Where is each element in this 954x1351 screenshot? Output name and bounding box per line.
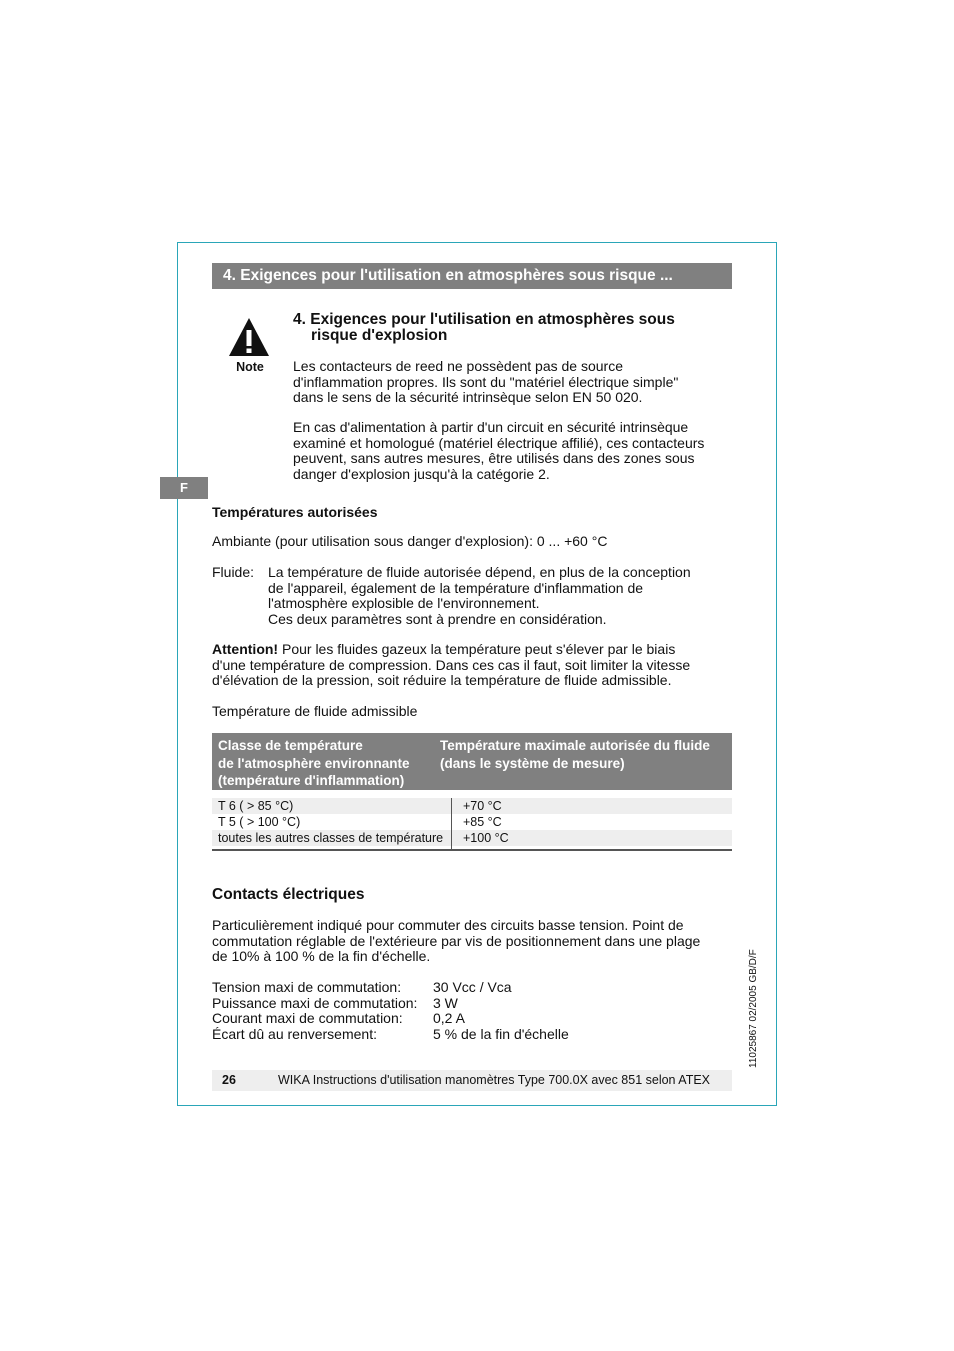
- header-line: de l'atmosphère environnante: [218, 755, 410, 771]
- text-line: En cas d'alimentation à partir d'un circuit en sécurité intrinsèque: [293, 419, 689, 435]
- spec-key: Écart dû au renversement:: [212, 1025, 377, 1042]
- language-tab: F: [160, 477, 208, 499]
- attention-first-line: [212, 642, 690, 658]
- table-cell: +85 °C: [463, 815, 502, 829]
- intrinsic-safety-paragraph: [293, 420, 704, 482]
- temperatures-heading: Températures autorisées: [212, 504, 378, 520]
- footer-text: WIKA Instructions d'utilisation manomètres Type 700.0X avec 851 selon ATEX: [278, 1073, 711, 1087]
- table-bottom-rule: [212, 849, 732, 851]
- header-line: Température maximale autorisée du fluide: [440, 738, 710, 753]
- text-line: dans le sens de la sécurité intrinsèque selon EN 50 020.: [293, 389, 643, 406]
- table-cell: T 5 ( > 100 °C): [218, 815, 301, 829]
- text-line: commutation réglable de l'extérieure par vis de positionnement dans une plage: [212, 932, 701, 949]
- contacts-paragraph: [212, 918, 700, 965]
- page-footer: [212, 1070, 732, 1091]
- document-code: 11025867 02/2005 GB/D/F: [748, 949, 759, 1068]
- header-line: (température d'inflammation): [218, 773, 405, 788]
- text-line: d'inflammation propres. Ils sont du "matériel électrique simple": [293, 373, 679, 390]
- header-line: Classe de température: [218, 738, 363, 753]
- spec-value: 0,2 A: [433, 1010, 465, 1026]
- table-row: [212, 830, 732, 846]
- spec-key: Puissance maxi de commutation:: [212, 994, 418, 1011]
- spec-value: 5 % de la fin d'échelle: [433, 1025, 569, 1042]
- table-cell: +70 °C: [463, 799, 502, 813]
- text-line: peuvent, sans autres mesures, être utilisés dans des zones sous: [293, 450, 695, 467]
- spec-key: Courant maxi de commutation:: [212, 1010, 403, 1026]
- section-title-line1: 4. Exigences pour l'utilisation en atmosphères sous: [293, 311, 675, 328]
- section-title-line2: risque d'explosion: [311, 327, 448, 344]
- spec-key: Tension maxi de commutation:: [212, 979, 402, 995]
- text-line: Particulièrement indiqué pour commuter des circuits basse tension. Point de: [212, 917, 684, 933]
- text-line: l'atmosphère explosible de l'environnement.: [268, 595, 540, 612]
- table-row: [212, 814, 732, 830]
- text-line: d'élévation de la pression, soit réduire la température de fluide admissible.: [212, 672, 672, 689]
- header-line: (dans le système de mesure): [440, 755, 625, 771]
- text-line: d'une température de compression. Dans ces cas il faut, soit limiter la vitesse: [212, 656, 691, 673]
- text-line: La température de fluide autorisée dépend, en plus de la conception: [268, 564, 691, 580]
- table-cell: +100 °C: [463, 831, 509, 845]
- text-line: de l'appareil, également de la température d'inflammation de: [268, 579, 644, 596]
- fluid-description: [268, 565, 691, 627]
- ambient-temperature: Ambiante (pour utilisation sous danger d'explosion): 0 ... +60 °C: [212, 533, 608, 549]
- text-line: de 10% à 100 % de la fin d'échelle.: [212, 948, 431, 965]
- note-label: Note: [236, 360, 264, 374]
- text-line: danger d'explosion jusqu'à la catégorie 2.: [293, 465, 550, 482]
- table-row: [212, 798, 732, 814]
- intro-paragraph: [293, 359, 678, 406]
- table-header: [212, 733, 732, 790]
- section-title: [293, 312, 733, 344]
- chapter-header: 4. Exigences pour l'utilisation en atmosphères sous risque ...: [212, 263, 732, 289]
- attention-label: Attention!: [212, 641, 279, 657]
- table-header-class: [218, 737, 410, 790]
- attention-paragraph: [212, 642, 690, 689]
- spec-value: 3 W: [433, 994, 458, 1011]
- text-line: examiné et homologué (matériel électrique affilié), ces contacteurs: [293, 434, 705, 451]
- contacts-heading: Contacts électriques: [212, 886, 365, 903]
- table-column-divider: [451, 798, 452, 850]
- table-body: [212, 798, 732, 846]
- warning-icon: [228, 316, 270, 358]
- text-line: Les contacteurs de reed ne possèdent pas de source: [293, 358, 623, 374]
- table-cell: toutes les autres classes de température: [218, 831, 444, 845]
- table-caption: Température de fluide admissible: [212, 703, 418, 719]
- text-line: Pour les fluides gazeux la température peut s'élever par le biais: [278, 641, 676, 657]
- text-line: Ces deux paramètres sont à prendre en considération.: [268, 610, 607, 627]
- spec-value: 30 Vcc / Vca: [433, 979, 512, 995]
- table-header-max-temp: [440, 737, 710, 772]
- table-cell: T 6 ( > 85 °C): [218, 799, 294, 813]
- page-number: 26: [222, 1073, 236, 1087]
- fluid-label: Fluide:: [212, 564, 255, 580]
